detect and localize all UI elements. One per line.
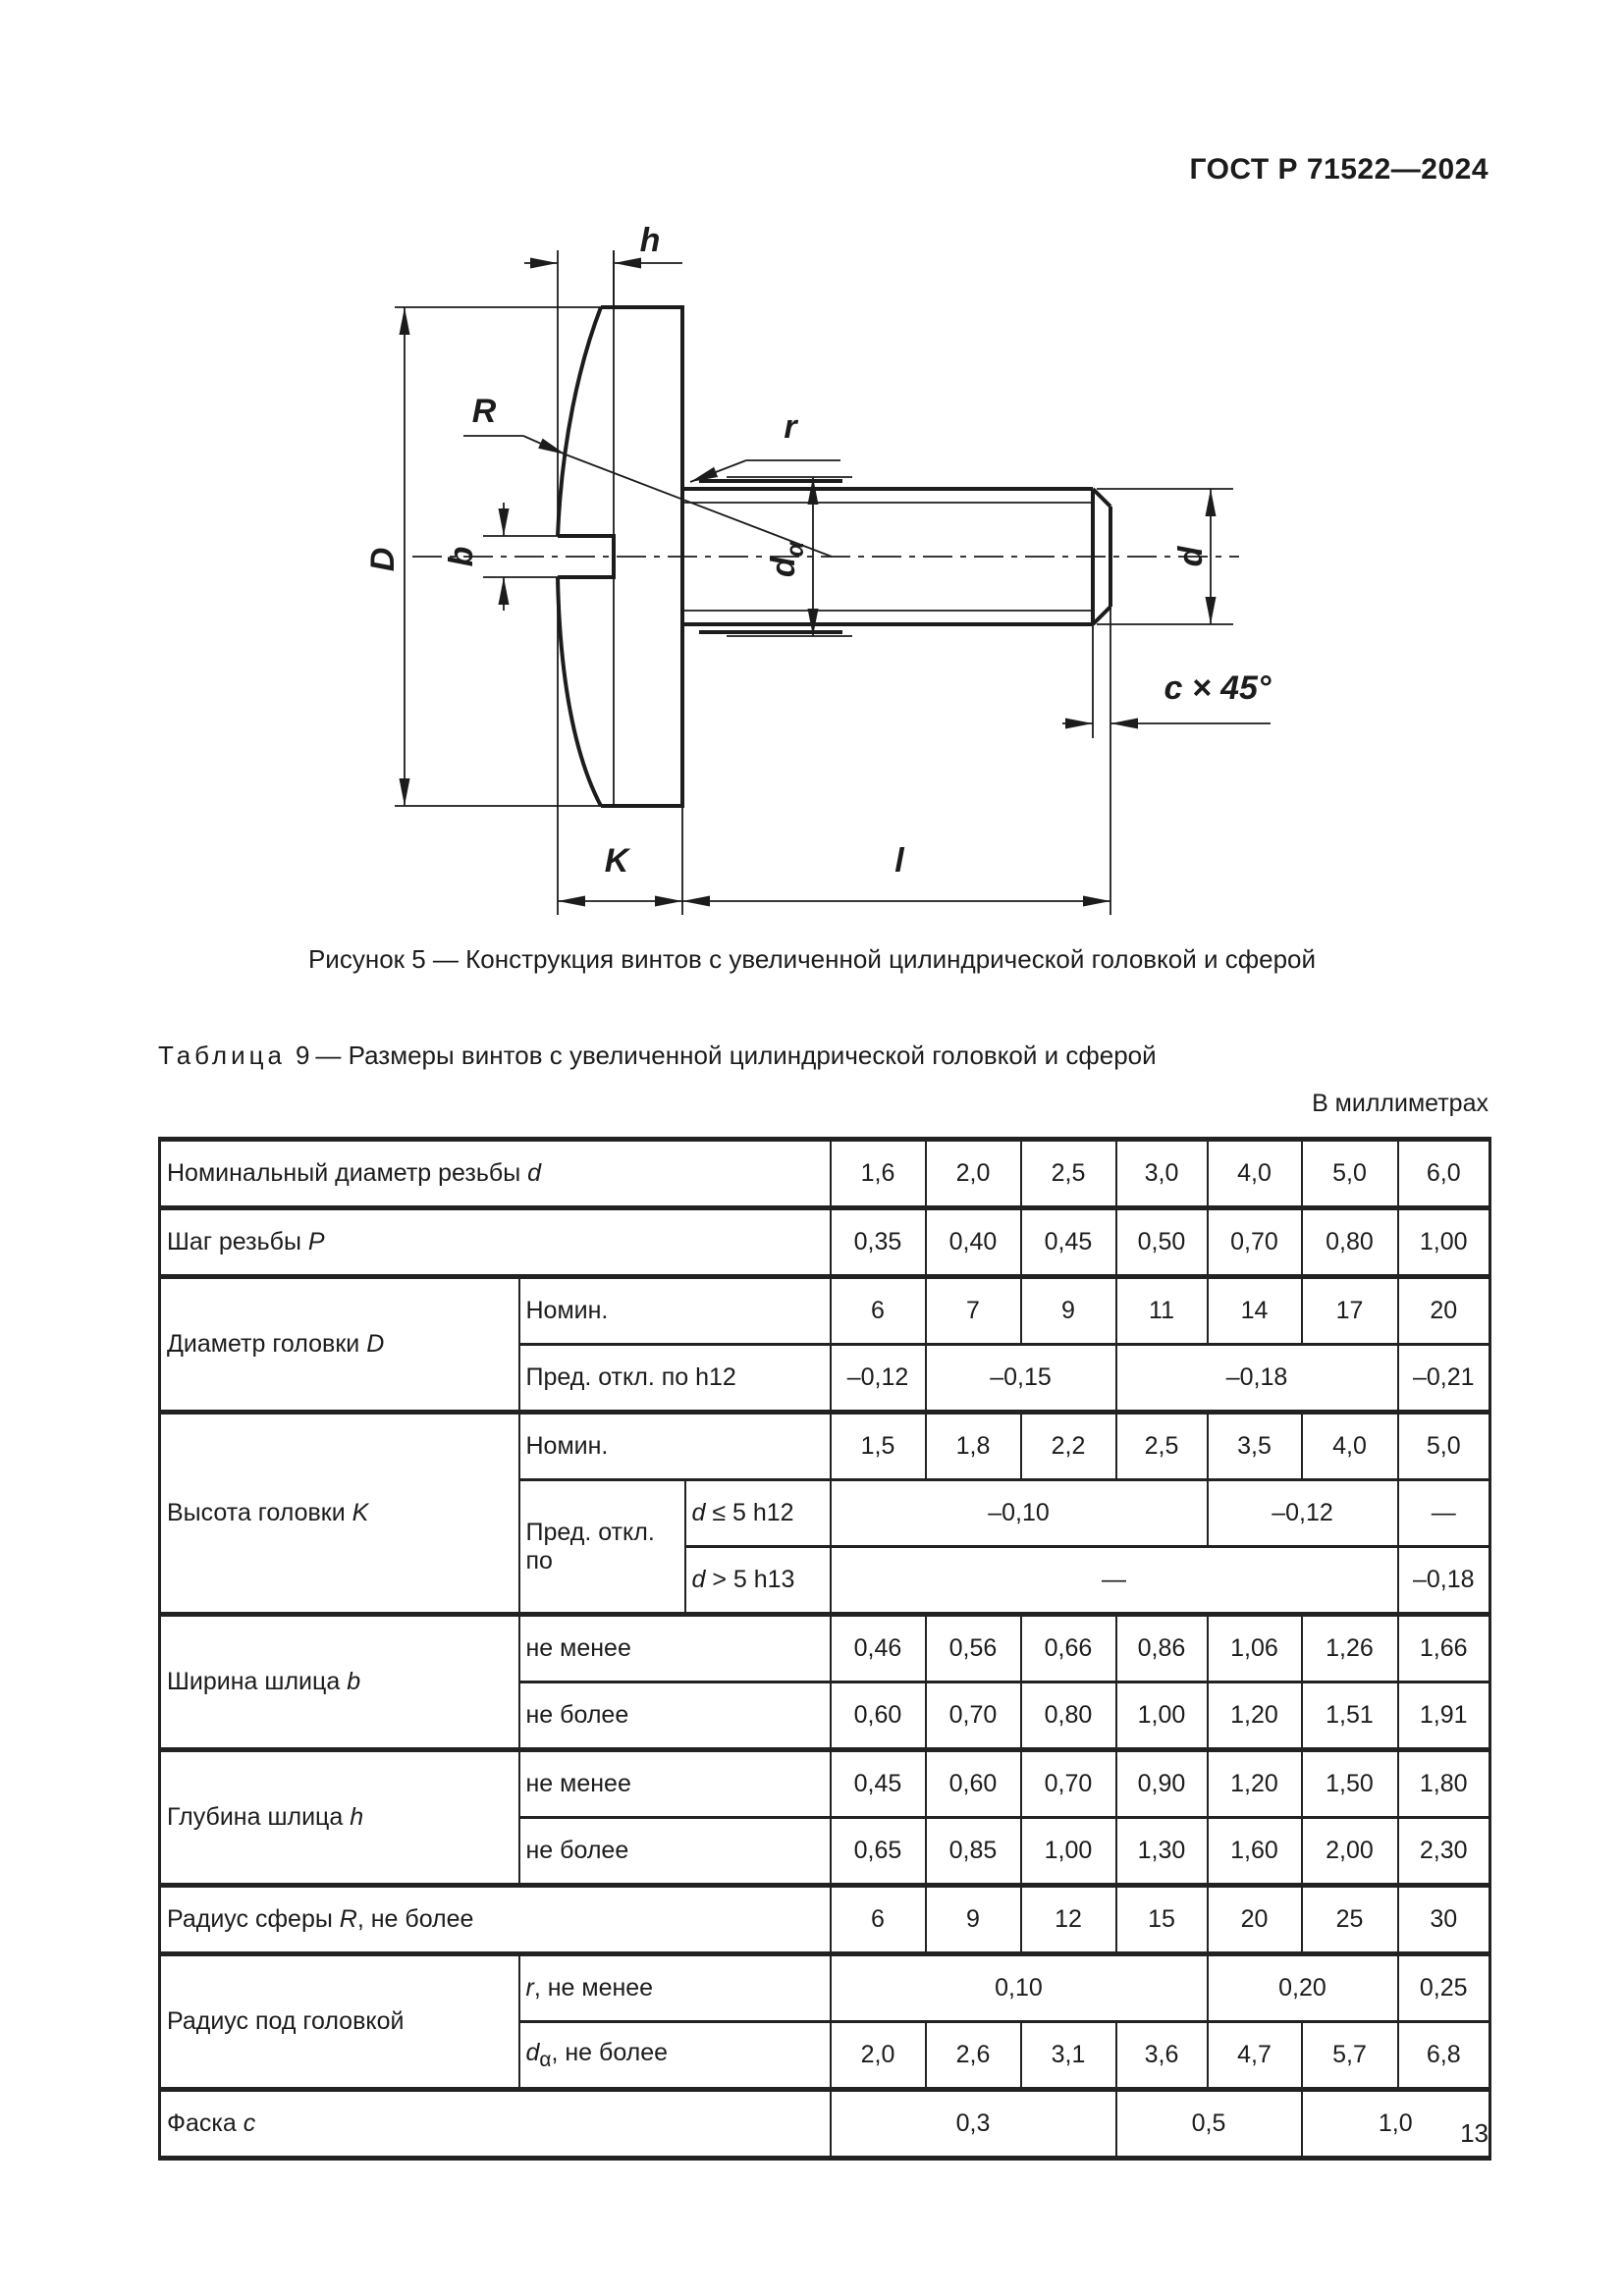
head-sphere-curve-upper (558, 307, 601, 536)
table-cell: 1,51 (1302, 1682, 1398, 1750)
table-cell: Номин. (519, 1277, 831, 1345)
table-cell: 1,0 (1302, 2090, 1490, 2159)
table-cell: 1,20 (1208, 1750, 1302, 1818)
table-title-rest: — Размеры винтов с увеличенной цилиндрической головкой и сферой (315, 1041, 1157, 1070)
table-row (160, 1140, 1490, 1208)
table-cell: 2,00 (1302, 1818, 1398, 1886)
table-cell: — (831, 1547, 1398, 1615)
table-cell: –0,21 (1398, 1345, 1490, 1413)
h-extension-lines (558, 250, 614, 536)
table-9-wrap (158, 1137, 1491, 2161)
table-cell: 1,50 (1302, 1750, 1398, 1818)
h-dimension-label: h (639, 222, 661, 259)
table-cell: 25 (1302, 1886, 1398, 1954)
table-row (160, 1277, 1490, 1345)
table-cell: 3,1 (1021, 2022, 1116, 2090)
table-cell: не менее (519, 1615, 831, 1682)
table-cell: 0,25 (1398, 1954, 1490, 2022)
table-cell: –0,10 (831, 1480, 1208, 1547)
table-cell: 3,5 (1208, 1413, 1302, 1480)
table-cell: 1,00 (1021, 1818, 1116, 1886)
table-cell: 2,5 (1116, 1413, 1208, 1480)
table-cell: 0,70 (926, 1682, 1021, 1750)
table-cell: 1,80 (1398, 1750, 1490, 1818)
table-cell: 14 (1208, 1277, 1302, 1345)
table-cell: 0,65 (831, 1818, 926, 1886)
table-cell: 2,5 (1021, 1140, 1116, 1208)
table-cell: Номинальный диаметр резьбы d (160, 1140, 831, 1208)
dimensions-table (158, 1137, 1491, 2161)
table-cell: 1,60 (1208, 1818, 1302, 1886)
table-cell: 9 (926, 1886, 1021, 1954)
table-cell: 0,46 (831, 1615, 926, 1682)
table-cell: 0,70 (1021, 1750, 1116, 1818)
table-cell: Высота головки K (160, 1413, 519, 1615)
da-dimension-label: $d_\alpha$ (765, 541, 809, 578)
table-cell: 6,0 (1398, 1140, 1490, 1208)
table-cell: 6 (831, 1277, 926, 1345)
table-cell: Радиус под головкой (160, 1954, 519, 2090)
table-cell: $d_\alpha$, не более (519, 2022, 831, 2090)
table-cell: 30 (1398, 1886, 1490, 1954)
R-radius-line (566, 454, 832, 557)
table-cell: 1,6 (831, 1140, 926, 1208)
table-cell: 7 (926, 1277, 1021, 1345)
table-row (160, 1886, 1490, 1954)
table-cell: 0,80 (1302, 1208, 1398, 1277)
table-row (160, 1208, 1490, 1277)
table-cell: 9 (1021, 1277, 1116, 1345)
c-extension-lines (1093, 607, 1110, 915)
table-cell: 6 (831, 1886, 926, 1954)
table-cell: 20 (1398, 1277, 1490, 1345)
table-cell: 0,40 (926, 1208, 1021, 1277)
table-cell: 12 (1021, 1886, 1116, 1954)
table-cell: 4,7 (1208, 2022, 1302, 2090)
table-cell: 2,0 (831, 2022, 926, 2090)
table-cell: Пред. откл. по h12 (519, 1345, 831, 1413)
table-cell: Пред. откл. по (519, 1480, 685, 1615)
table-cell: Глубина шлица h (160, 1750, 519, 1886)
table-row (160, 1954, 1490, 2022)
table-cell: d ≤ 5 h12 (685, 1480, 831, 1547)
table-cell: 1,00 (1116, 1682, 1208, 1750)
table-cell: 0,35 (831, 1208, 926, 1277)
table-cell: 1,8 (926, 1413, 1021, 1480)
table-cell: 1,66 (1398, 1615, 1490, 1682)
table-cell: 0,66 (1021, 1615, 1116, 1682)
table-cell: 11 (1116, 1277, 1208, 1345)
table-cell: 0,10 (831, 1954, 1208, 2022)
page-number: 13 (1460, 2118, 1489, 2148)
r-leader-arrow (690, 460, 746, 482)
table-cell: 1,5 (831, 1413, 926, 1480)
table-cell: 15 (1116, 1886, 1208, 1954)
table-cell: не более (519, 1682, 831, 1750)
table-cell: –0,15 (926, 1345, 1116, 1413)
table-cell: 1,26 (1302, 1615, 1398, 1682)
head-sphere-curve-lower (558, 577, 601, 806)
table-body (160, 1140, 1490, 2159)
table-cell: 0,3 (831, 2090, 1116, 2159)
table-cell: d > 5 h13 (685, 1547, 831, 1615)
table-cell: 20 (1208, 1886, 1302, 1954)
table-cell: 4,0 (1302, 1413, 1398, 1480)
figure-caption: Рисунок 5 — Конструкция винтов с увеличенной цилиндрической головкой и сферой (307, 944, 1317, 974)
table-cell: 0,45 (1021, 1208, 1116, 1277)
table-cell: –0,12 (831, 1345, 926, 1413)
table-cell: 0,45 (831, 1750, 926, 1818)
r-dimension-label: r (784, 408, 797, 446)
table-cell: 1,91 (1398, 1682, 1490, 1750)
table-cell: 2,6 (926, 2022, 1021, 2090)
K-dimension-label: K (604, 842, 629, 880)
l-dimension-label: l (894, 842, 904, 880)
document-standard-number: ГОСТ Р 71522—2024 (1189, 153, 1489, 186)
d-dimension-label: d (1172, 546, 1210, 567)
figure-5-drawing (363, 196, 1384, 972)
table-cell: 2,2 (1021, 1413, 1116, 1480)
table-title-number: 9 (295, 1041, 310, 1070)
table-cell: 3,6 (1116, 2022, 1208, 2090)
table-cell: 0,56 (926, 1615, 1021, 1682)
R-leader-arrow (523, 436, 566, 454)
table-cell: 0,5 (1116, 2090, 1302, 2159)
table-cell: 0,60 (831, 1682, 926, 1750)
table-row (160, 1615, 1490, 1682)
table-cell: 3,0 (1116, 1140, 1208, 1208)
table-cell: Шаг резьбы P (160, 1208, 831, 1277)
D-dimension-label: D (364, 547, 402, 572)
table-cell: 5,7 (1302, 2022, 1398, 2090)
table-cell: Номин. (519, 1413, 831, 1480)
b-dimension-label: b (443, 546, 480, 567)
table-cell: 2,30 (1398, 1818, 1490, 1886)
table-cell: 1,06 (1208, 1615, 1302, 1682)
screw-drawing-svg (363, 196, 1384, 972)
table-cell: — (1398, 1480, 1490, 1547)
table-cell: –0,18 (1116, 1345, 1398, 1413)
table-cell: 2,0 (926, 1140, 1021, 1208)
table-cell: 0,86 (1116, 1615, 1208, 1682)
units-note: В миллиметрах (1312, 1090, 1489, 1117)
table-cell: не более (519, 1818, 831, 1886)
table-row (160, 1413, 1490, 1480)
table-cell: r, не менее (519, 1954, 831, 2022)
table-title-word: Таблица (158, 1041, 286, 1070)
table-cell: 17 (1302, 1277, 1398, 1345)
table-cell: –0,12 (1208, 1480, 1398, 1547)
table-cell: 0,70 (1208, 1208, 1302, 1277)
table-cell: 4,0 (1208, 1140, 1302, 1208)
table-cell: –0,18 (1398, 1547, 1490, 1615)
table-cell: 0,90 (1116, 1750, 1208, 1818)
table-cell: 1,00 (1398, 1208, 1490, 1277)
c-chamfer-label: c × 45° (1164, 669, 1272, 707)
table-cell: 0,60 (926, 1750, 1021, 1818)
table-cell: 0,80 (1021, 1682, 1116, 1750)
table-cell: не менее (519, 1750, 831, 1818)
table-cell: 6,8 (1398, 2022, 1490, 2090)
table-row (160, 1750, 1490, 1818)
table-cell: 5,0 (1302, 1140, 1398, 1208)
table-cell: Ширина шлица b (160, 1615, 519, 1750)
table-cell: 0,50 (1116, 1208, 1208, 1277)
table-cell: Диаметр головки D (160, 1277, 519, 1413)
table-title (158, 1041, 1533, 1071)
table-cell: Радиус сферы R, не более (160, 1886, 831, 1954)
table-cell: 1,30 (1116, 1818, 1208, 1886)
table-cell: 0,85 (926, 1818, 1021, 1886)
table-cell: 5,0 (1398, 1413, 1490, 1480)
table-cell: Фаска c (160, 2090, 831, 2159)
R-dimension-label: R (471, 393, 497, 430)
table-cell: 0,20 (1208, 1954, 1398, 2022)
table-cell: 1,20 (1208, 1682, 1302, 1750)
